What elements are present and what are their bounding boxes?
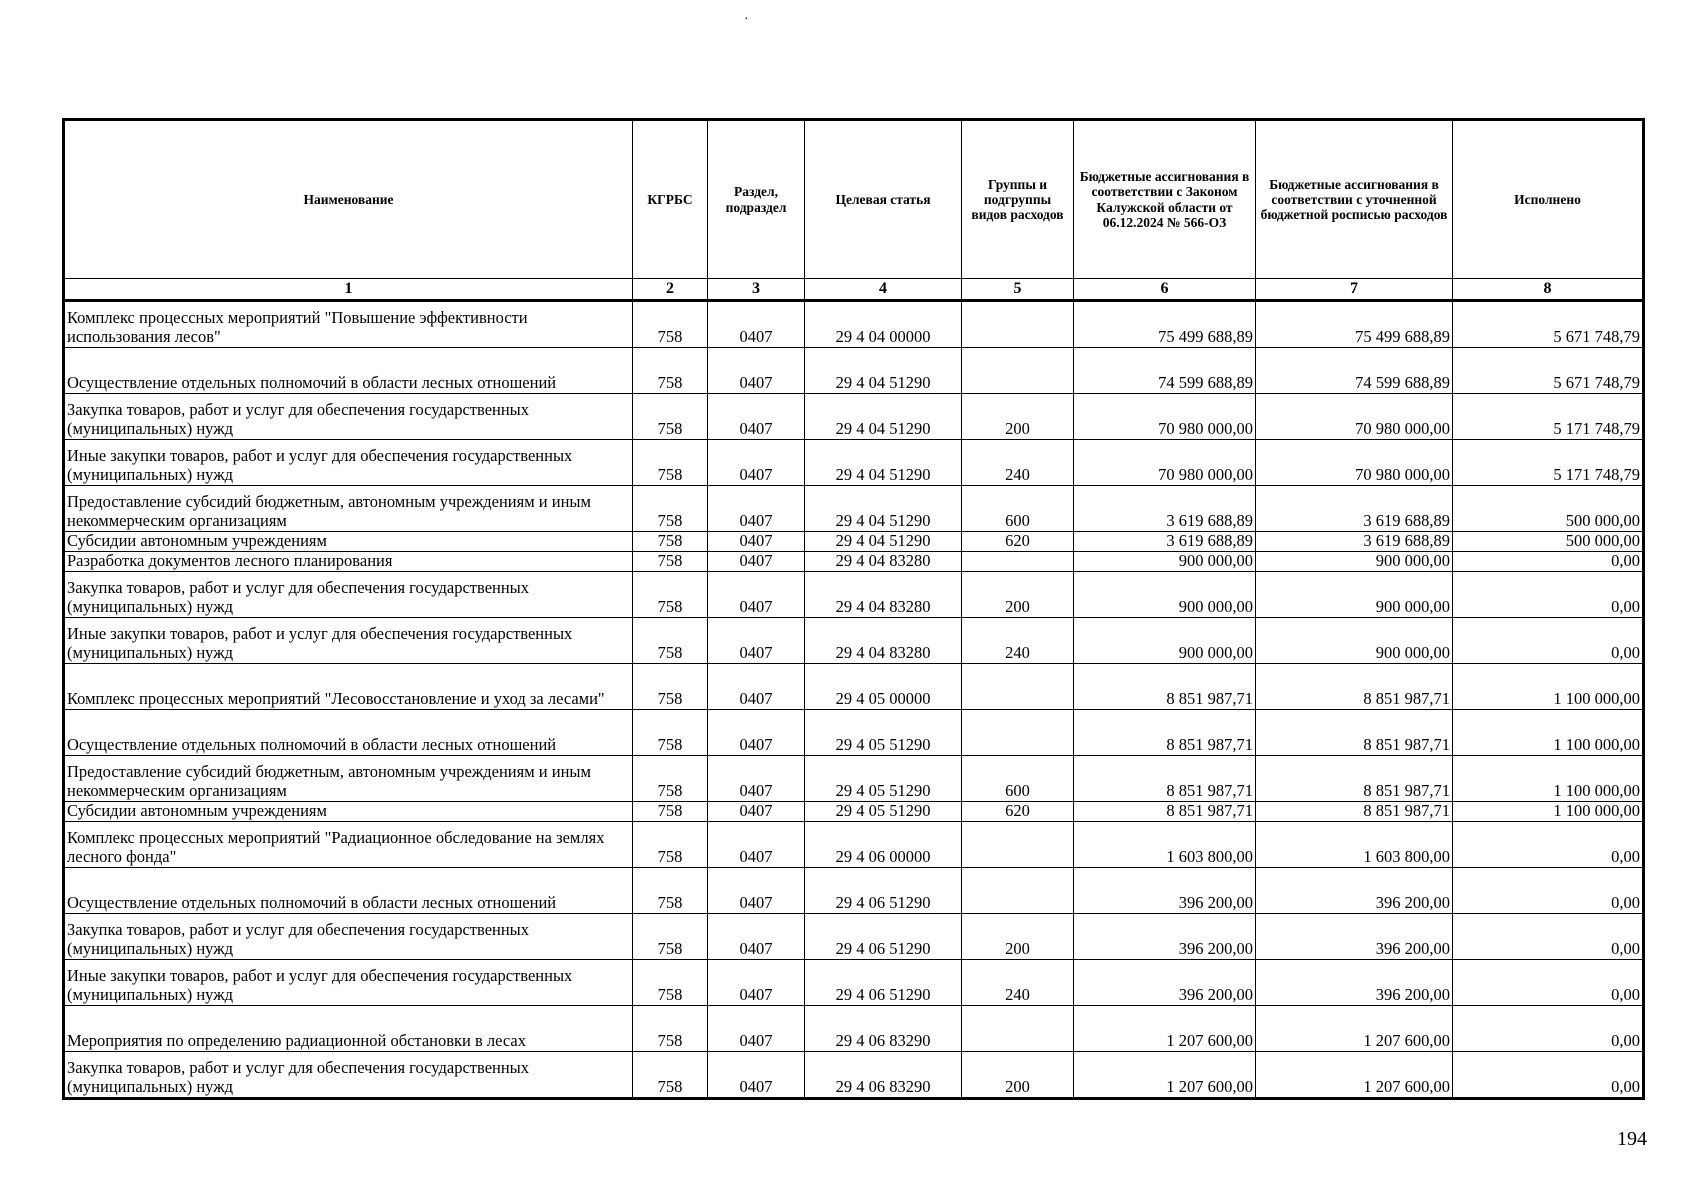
row-kgrbs: 758 bbox=[633, 572, 708, 618]
row-target: 29 4 06 51290 bbox=[805, 914, 962, 960]
table-row bbox=[64, 440, 1644, 486]
row-section: 0407 bbox=[708, 348, 805, 394]
row-kgrbs: 758 bbox=[633, 960, 708, 1006]
row-kgrbs: 758 bbox=[633, 486, 708, 532]
row-executed: 0,00 bbox=[1453, 1006, 1644, 1052]
column-number: 2 bbox=[633, 279, 708, 301]
row-law: 900 000,00 bbox=[1074, 552, 1256, 572]
row-target: 29 4 04 00000 bbox=[805, 301, 962, 348]
header-row bbox=[64, 120, 1644, 279]
row-refined: 8 851 987,71 bbox=[1256, 664, 1453, 710]
row-refined: 1 207 600,00 bbox=[1256, 1052, 1453, 1099]
row-section: 0407 bbox=[708, 572, 805, 618]
row-name: Осуществление отдельных полномочий в области лесных отношений bbox=[64, 710, 633, 756]
row-executed: 0,00 bbox=[1453, 1052, 1644, 1099]
row-group bbox=[962, 552, 1074, 572]
row-refined: 900 000,00 bbox=[1256, 552, 1453, 572]
row-target: 29 4 04 51290 bbox=[805, 394, 962, 440]
row-group: 240 bbox=[962, 440, 1074, 486]
row-law: 396 200,00 bbox=[1074, 914, 1256, 960]
row-refined: 8 851 987,71 bbox=[1256, 802, 1453, 822]
row-refined: 1 603 800,00 bbox=[1256, 822, 1453, 868]
table-row bbox=[64, 394, 1644, 440]
row-group: 200 bbox=[962, 914, 1074, 960]
row-name: Субсидии автономным учреждениям bbox=[64, 532, 633, 552]
row-kgrbs: 758 bbox=[633, 440, 708, 486]
row-law: 70 980 000,00 bbox=[1074, 394, 1256, 440]
row-section: 0407 bbox=[708, 960, 805, 1006]
row-section: 0407 bbox=[708, 618, 805, 664]
row-target: 29 4 05 51290 bbox=[805, 756, 962, 802]
row-group: 600 bbox=[962, 486, 1074, 532]
row-refined: 3 619 688,89 bbox=[1256, 486, 1453, 532]
row-executed: 5 671 748,79 bbox=[1453, 348, 1644, 394]
row-law: 396 200,00 bbox=[1074, 868, 1256, 914]
row-executed: 1 100 000,00 bbox=[1453, 756, 1644, 802]
row-executed: 5 171 748,79 bbox=[1453, 440, 1644, 486]
table-row bbox=[64, 301, 1644, 348]
row-kgrbs: 758 bbox=[633, 664, 708, 710]
row-section: 0407 bbox=[708, 486, 805, 532]
row-name: Комплекс процессных мероприятий "Лесовосстановление и уход за лесами" bbox=[64, 664, 633, 710]
table-row bbox=[64, 348, 1644, 394]
column-number: 5 bbox=[962, 279, 1074, 301]
column-number: 8 bbox=[1453, 279, 1644, 301]
row-target: 29 4 04 51290 bbox=[805, 532, 962, 552]
row-name: Иные закупки товаров, работ и услуг для обеспечения государственных (муниципальных) нужд bbox=[64, 960, 633, 1006]
row-refined: 396 200,00 bbox=[1256, 960, 1453, 1006]
row-name: Комплекс процессных мероприятий "Радиационное обследование на землях лесного фонда" bbox=[64, 822, 633, 868]
row-group bbox=[962, 348, 1074, 394]
row-executed: 0,00 bbox=[1453, 822, 1644, 868]
row-kgrbs: 758 bbox=[633, 710, 708, 756]
row-kgrbs: 758 bbox=[633, 868, 708, 914]
row-section: 0407 bbox=[708, 710, 805, 756]
row-executed: 0,00 bbox=[1453, 572, 1644, 618]
row-kgrbs: 758 bbox=[633, 1052, 708, 1099]
row-law: 8 851 987,71 bbox=[1074, 664, 1256, 710]
row-law: 75 499 688,89 bbox=[1074, 301, 1256, 348]
row-refined: 70 980 000,00 bbox=[1256, 394, 1453, 440]
table-row bbox=[64, 914, 1644, 960]
row-name: Мероприятия по определению радиационной обстановки в лесах bbox=[64, 1006, 633, 1052]
table-row bbox=[64, 572, 1644, 618]
row-group: 200 bbox=[962, 1052, 1074, 1099]
column-number: 1 bbox=[64, 279, 633, 301]
table-row bbox=[64, 868, 1644, 914]
row-law: 900 000,00 bbox=[1074, 572, 1256, 618]
row-law: 74 599 688,89 bbox=[1074, 348, 1256, 394]
table-row bbox=[64, 1006, 1644, 1052]
row-law: 70 980 000,00 bbox=[1074, 440, 1256, 486]
row-section: 0407 bbox=[708, 914, 805, 960]
table-row bbox=[64, 618, 1644, 664]
header-section: Раздел, подраздел bbox=[708, 120, 805, 279]
table-row bbox=[64, 802, 1644, 822]
row-law: 8 851 987,71 bbox=[1074, 756, 1256, 802]
row-target: 29 4 04 51290 bbox=[805, 486, 962, 532]
header-law: Бюджетные ассигнования в соответствии с Законом Калужской области от 06.12.2024 № 566-ОЗ bbox=[1074, 120, 1256, 279]
header-groups: Группы и подгруппы видов расходов bbox=[962, 120, 1074, 279]
row-kgrbs: 758 bbox=[633, 802, 708, 822]
row-kgrbs: 758 bbox=[633, 822, 708, 868]
row-executed: 1 100 000,00 bbox=[1453, 664, 1644, 710]
row-group: 200 bbox=[962, 394, 1074, 440]
row-group bbox=[962, 301, 1074, 348]
row-refined: 3 619 688,89 bbox=[1256, 532, 1453, 552]
column-number: 3 bbox=[708, 279, 805, 301]
row-executed: 500 000,00 bbox=[1453, 486, 1644, 532]
row-refined: 74 599 688,89 bbox=[1256, 348, 1453, 394]
row-kgrbs: 758 bbox=[633, 301, 708, 348]
row-kgrbs: 758 bbox=[633, 552, 708, 572]
row-target: 29 4 04 83280 bbox=[805, 618, 962, 664]
row-name: Осуществление отдельных полномочий в области лесных отношений bbox=[64, 348, 633, 394]
row-law: 8 851 987,71 bbox=[1074, 710, 1256, 756]
row-kgrbs: 758 bbox=[633, 756, 708, 802]
scan-mark: · bbox=[744, 12, 749, 27]
row-refined: 75 499 688,89 bbox=[1256, 301, 1453, 348]
row-name: Закупка товаров, работ и услуг для обеспечения государственных (муниципальных) нужд bbox=[64, 572, 633, 618]
row-group bbox=[962, 664, 1074, 710]
table-row bbox=[64, 486, 1644, 532]
table-row bbox=[64, 756, 1644, 802]
header-target: Целевая статья bbox=[805, 120, 962, 279]
row-group: 240 bbox=[962, 618, 1074, 664]
row-group: 620 bbox=[962, 802, 1074, 822]
table-row bbox=[64, 822, 1644, 868]
row-executed: 500 000,00 bbox=[1453, 532, 1644, 552]
row-executed: 0,00 bbox=[1453, 960, 1644, 1006]
row-name: Осуществление отдельных полномочий в области лесных отношений bbox=[64, 868, 633, 914]
row-executed: 5 171 748,79 bbox=[1453, 394, 1644, 440]
row-group: 600 bbox=[962, 756, 1074, 802]
row-target: 29 4 06 00000 bbox=[805, 822, 962, 868]
row-refined: 900 000,00 bbox=[1256, 572, 1453, 618]
table-row bbox=[64, 710, 1644, 756]
row-target: 29 4 06 51290 bbox=[805, 868, 962, 914]
row-kgrbs: 758 bbox=[633, 1006, 708, 1052]
table-row bbox=[64, 664, 1644, 710]
row-executed: 0,00 bbox=[1453, 868, 1644, 914]
column-number: 7 bbox=[1256, 279, 1453, 301]
column-number: 6 bbox=[1074, 279, 1256, 301]
row-name: Комплекс процессных мероприятий "Повышение эффективности использования лесов" bbox=[64, 301, 633, 348]
table-row bbox=[64, 1052, 1644, 1099]
row-refined: 8 851 987,71 bbox=[1256, 710, 1453, 756]
row-section: 0407 bbox=[708, 1006, 805, 1052]
row-section: 0407 bbox=[708, 664, 805, 710]
row-law: 8 851 987,71 bbox=[1074, 802, 1256, 822]
row-name: Предоставление субсидий бюджетным, автономным учреждениям и иным некоммерческим организациям bbox=[64, 486, 633, 532]
row-law: 3 619 688,89 bbox=[1074, 532, 1256, 552]
row-name: Разработка документов лесного планирования bbox=[64, 552, 633, 572]
row-group: 620 bbox=[962, 532, 1074, 552]
row-section: 0407 bbox=[708, 802, 805, 822]
row-executed: 0,00 bbox=[1453, 618, 1644, 664]
row-kgrbs: 758 bbox=[633, 348, 708, 394]
budget-table bbox=[62, 118, 1645, 1100]
row-target: 29 4 04 83280 bbox=[805, 572, 962, 618]
row-kgrbs: 758 bbox=[633, 618, 708, 664]
row-section: 0407 bbox=[708, 1052, 805, 1099]
row-refined: 396 200,00 bbox=[1256, 868, 1453, 914]
header-name: Наименование bbox=[64, 120, 633, 279]
row-law: 3 619 688,89 bbox=[1074, 486, 1256, 532]
row-group bbox=[962, 822, 1074, 868]
row-section: 0407 bbox=[708, 301, 805, 348]
row-name: Субсидии автономным учреждениям bbox=[64, 802, 633, 822]
row-section: 0407 bbox=[708, 868, 805, 914]
row-group bbox=[962, 868, 1074, 914]
row-section: 0407 bbox=[708, 394, 805, 440]
row-name: Закупка товаров, работ и услуг для обеспечения государственных (муниципальных) нужд bbox=[64, 394, 633, 440]
row-law: 396 200,00 bbox=[1074, 960, 1256, 1006]
row-executed: 1 100 000,00 bbox=[1453, 710, 1644, 756]
header-kgrbs: КГРБС bbox=[633, 120, 708, 279]
row-name: Иные закупки товаров, работ и услуг для обеспечения государственных (муниципальных) нужд bbox=[64, 618, 633, 664]
row-target: 29 4 06 83290 bbox=[805, 1052, 962, 1099]
row-refined: 70 980 000,00 bbox=[1256, 440, 1453, 486]
row-target: 29 4 05 00000 bbox=[805, 664, 962, 710]
row-kgrbs: 758 bbox=[633, 394, 708, 440]
row-group: 240 bbox=[962, 960, 1074, 1006]
row-kgrbs: 758 bbox=[633, 532, 708, 552]
row-law: 1 207 600,00 bbox=[1074, 1052, 1256, 1099]
row-target: 29 4 04 51290 bbox=[805, 440, 962, 486]
row-law: 900 000,00 bbox=[1074, 618, 1256, 664]
row-refined: 1 207 600,00 bbox=[1256, 1006, 1453, 1052]
row-name: Иные закупки товаров, работ и услуг для обеспечения государственных (муниципальных) нужд bbox=[64, 440, 633, 486]
row-group: 200 bbox=[962, 572, 1074, 618]
row-target: 29 4 05 51290 bbox=[805, 710, 962, 756]
row-law: 1 207 600,00 bbox=[1074, 1006, 1256, 1052]
row-executed: 1 100 000,00 bbox=[1453, 802, 1644, 822]
row-section: 0407 bbox=[708, 440, 805, 486]
row-executed: 0,00 bbox=[1453, 914, 1644, 960]
row-group bbox=[962, 710, 1074, 756]
row-law: 1 603 800,00 bbox=[1074, 822, 1256, 868]
row-refined: 900 000,00 bbox=[1256, 618, 1453, 664]
row-section: 0407 bbox=[708, 822, 805, 868]
row-group bbox=[962, 1006, 1074, 1052]
row-target: 29 4 06 83290 bbox=[805, 1006, 962, 1052]
row-target: 29 4 04 51290 bbox=[805, 348, 962, 394]
row-name: Закупка товаров, работ и услуг для обеспечения государственных (муниципальных) нужд bbox=[64, 1052, 633, 1099]
row-executed: 0,00 bbox=[1453, 552, 1644, 572]
column-number: 4 bbox=[805, 279, 962, 301]
row-name: Предоставление субсидий бюджетным, автономным учреждениям и иным некоммерческим организациям bbox=[64, 756, 633, 802]
table-row bbox=[64, 532, 1644, 552]
row-target: 29 4 05 51290 bbox=[805, 802, 962, 822]
table-row bbox=[64, 552, 1644, 572]
row-kgrbs: 758 bbox=[633, 914, 708, 960]
column-number-row bbox=[64, 279, 1644, 301]
row-target: 29 4 04 83280 bbox=[805, 552, 962, 572]
row-section: 0407 bbox=[708, 532, 805, 552]
row-refined: 396 200,00 bbox=[1256, 914, 1453, 960]
row-target: 29 4 06 51290 bbox=[805, 960, 962, 1006]
row-section: 0407 bbox=[708, 756, 805, 802]
header-refined: Бюджетные ассигнования в соответствии с уточненной бюджетной росписью расходов bbox=[1256, 120, 1453, 279]
row-refined: 8 851 987,71 bbox=[1256, 756, 1453, 802]
table-row bbox=[64, 960, 1644, 1006]
row-section: 0407 bbox=[708, 552, 805, 572]
row-executed: 5 671 748,79 bbox=[1453, 301, 1644, 348]
header-executed: Исполнено bbox=[1453, 120, 1644, 279]
row-name: Закупка товаров, работ и услуг для обеспечения государственных (муниципальных) нужд bbox=[64, 914, 633, 960]
page-number: 194 bbox=[1617, 1128, 1647, 1150]
